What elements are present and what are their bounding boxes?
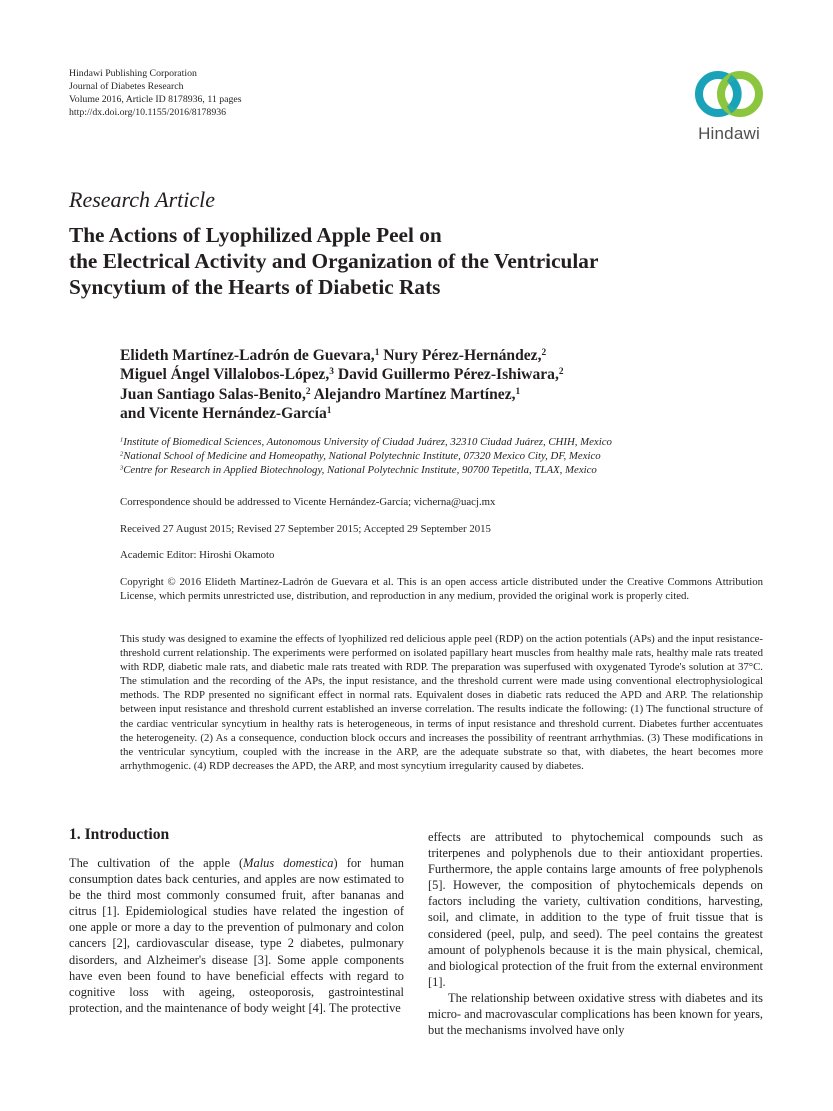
affiliation-item <box>120 435 780 449</box>
title-line: Syncytium of the Hearts of Diabetic Rats <box>69 275 441 299</box>
paragraph-text: ) for human consumption dates back centuries, and apples are now estimated to be the third most commonly consumed fruit, after bananas and citrus [1]. Epidemiological studies have related the ingestion of one apple or more a day to the prevention of pulmonary and colon cancers [2], cardiovascular disease, type 2 diabetes, pulmonary disorders, and Alzheimer's disease [3]. Some apple components have even been found to have beneficial effects with regard to cognitive loss with ageing, osteoporosis, gastrointestinal protection, and the maintenance of body weight [4]. The protective <box>69 856 404 1015</box>
affiliation-marker: 2 <box>305 386 311 397</box>
journal-header <box>69 67 242 119</box>
affiliation-marker: 1 <box>374 347 380 358</box>
author-line <box>120 385 780 404</box>
body-paragraph: effects are attributed to phytochemical compounds such as triterpenes and polyphenols due to their antioxidant properties. Furthermore, the apple contains large amounts of free polyphenols [5]. However, the composition of phytochemicals depends on factors including the variety, cultivation conditions, harvesting, soil, and climate, in addition to the type of fruit tissue that is considered (peel, pulp, and seed). The peel contains the greatest amount of polyphenols because it is the main physical, chemical, and biological protection of the fruit from the external environment [1]. <box>428 830 763 989</box>
affiliation-text: National School of Medicine and Homeopathy, National Polytechnic Institute, 07320 Mexico City, DF, Mexico <box>123 450 601 463</box>
article-title <box>69 222 769 300</box>
body-paragraph: The relationship between oxidative stress with diabetes and its micro- and macrovascular complications has been known for years, but the mechanisms involved have only <box>428 990 763 1038</box>
article-type: Research Article <box>69 187 216 212</box>
author-name: Juan Santiago Salas-Benito, <box>120 385 306 403</box>
author-list <box>120 346 780 423</box>
author-line <box>120 404 780 423</box>
academic-editor: Academic Editor: Hiroshi Okamoto <box>120 549 275 561</box>
affiliation-marker: 2 <box>541 347 547 358</box>
author-line <box>120 365 780 384</box>
correspondence: Correspondence should be addressed to Vicente Hernández-García; vicherna@uacj.mx <box>120 496 496 508</box>
affiliation-item <box>120 449 780 463</box>
affiliation-marker: 1 <box>515 386 521 397</box>
volume-info: Volume 2016, Article ID 8178936, 11 pages <box>69 94 242 105</box>
publisher-line: Hindawi Publishing Corporation <box>69 68 197 79</box>
affiliation-marker: 1 <box>326 405 332 416</box>
hindawi-logo-icon <box>688 66 770 124</box>
journal-name: Journal of Diabetes Research <box>69 81 184 92</box>
affiliation-text: Institute of Biomedical Sciences, Autonomous University of Ciudad Juárez, 32310 Ciudad Juárez, CHIH, Mexico <box>123 436 612 448</box>
affiliation-item <box>120 463 780 477</box>
author-name: Alejandro Martínez Martínez, <box>313 385 516 403</box>
affiliation-number: 2 <box>120 450 124 458</box>
author-line <box>120 346 780 365</box>
affiliation-marker: 3 <box>329 367 334 378</box>
copyright-notice: Copyright © 2016 Elideth Martínez-Ladrón de Guevara et al. This is an open access article distributed under the Creative Commons Attribution License, which permits unrestricted use, distribution, and reproduction in any medium, provided the original work is properly cited. <box>120 576 763 602</box>
paragraph-text: The cultivation of the apple ( <box>69 856 244 870</box>
author-name: David Guillermo Pérez-Ishiwara, <box>337 366 559 384</box>
doi-link[interactable]: http://dx.doi.org/10.1155/2016/8178936 <box>69 107 227 118</box>
title-line: The Actions of Lyophilized Apple Peel on <box>69 223 442 247</box>
section-heading: 1. Introduction <box>69 826 170 843</box>
title-line: the Electrical Activity and Organization of the Ventricular <box>69 249 599 273</box>
hindawi-logo <box>688 66 770 146</box>
affiliation-number: 3 <box>120 464 124 472</box>
hindawi-logo-text: Hindawi <box>698 124 760 143</box>
author-name: Nury Pérez-Hernández, <box>383 347 542 364</box>
right-column <box>428 829 763 1038</box>
received-dates: Received 27 August 2015; Revised 27 September 2015; Accepted 29 September 2015 <box>120 523 491 535</box>
affiliation-text: Centre for Research in Applied Biotechnology, National Polytechnic Institute, 90700 Tepetitla, TLAX, Mexico <box>123 464 597 477</box>
body-paragraph <box>69 855 404 1016</box>
author-name: and Vicente Hernández-García <box>120 404 327 422</box>
affiliations <box>120 435 780 478</box>
left-column <box>69 855 404 1016</box>
abstract: This study was designed to examine the effects of lyophilized red delicious apple peel (RDP) on the action potentials (APs) and the input resistance-threshold current relationship. The experiments were performed on isolated papillary heart muscles from healthy male rats, healthy male rats treated with RDP, diabetic male rats, and diabetic male rats treated with RDP. The preparation was superfused with oxygenated Tyrode's solution at 37°C. The stimulation and the recording of the APs, the input resistance, and the threshold current were made using conventional electrophysiological methods. The RDP presented no significant effect in normal rats. Equivalent doses in diabetic rats reduced the APD and ARP. The relationship between input resistance and threshold current established an inverse correlation. The results indicate the following: (1) The functional structure of the cardiac ventricular syncytium in healthy rats is heterogeneous, in terms of input resistance and threshold current. Diabetes further accentuates the heterogeneity. (2) As a consequence, conduction block occurs and increases the possibility of reentrant arrhythmias. (3) These modifications in the ventricular syncytium, coupled with the increase in the ARP, are the adequate substrate so that, with diabetes, the heart becomes more arrhythmogenic. (4) RDP decreases the APD, the ARP, and most syncytium irregularity caused by diabetes. <box>120 633 763 772</box>
affiliation-marker: 2 <box>558 367 564 378</box>
species-name: Malus domestica <box>243 856 334 870</box>
author-name: Miguel Ángel Villalobos-López, <box>120 366 330 384</box>
author-name: Elideth Martínez-Ladrón de Guevara, <box>120 347 375 364</box>
affiliation-number: 1 <box>120 436 124 444</box>
